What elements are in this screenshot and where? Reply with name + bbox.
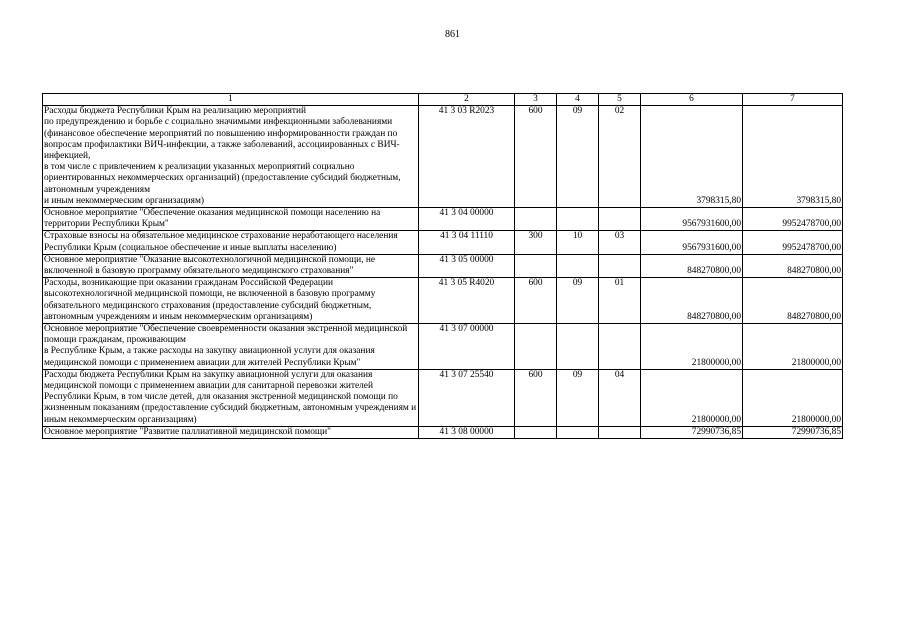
row-pr-cell: 01 <box>599 278 641 324</box>
row-name-cell: Расходы бюджета Республики Крым на закупку авиационной услуги для оказания медицинской помощи с применением авиации для санитарной перевозки жителей Республики Крым, в том числе детей, для оказания экстренной медицинской помощи по жизненным показаниям (предоставление субсидий бюджетным, автономным учреждениям и иным некоммерческим организациям) <box>43 369 419 426</box>
row-vr-cell <box>515 426 557 438</box>
row-vr-cell <box>515 254 557 277</box>
row-pr-cell <box>599 324 641 370</box>
row-amount-cell: 848270800,00 <box>743 254 843 277</box>
page-number: 861 <box>445 29 460 40</box>
row-amount-cell: 21800000,00 <box>641 369 743 426</box>
row-code-cell: 41 3 05 R4020 <box>419 278 515 324</box>
header-cell-3: 3 <box>515 94 557 106</box>
header-row <box>43 94 843 106</box>
row-pr-cell: 04 <box>599 369 641 426</box>
table-row <box>43 231 843 254</box>
row-rz-cell: 09 <box>557 369 599 426</box>
row-amount-cell: 9567931600,00 <box>641 231 743 254</box>
row-vr-cell: 600 <box>515 106 557 208</box>
row-vr-cell: 300 <box>515 231 557 254</box>
row-amount-cell: 9952478700,00 <box>743 231 843 254</box>
header-cell-5: 5 <box>599 94 641 106</box>
row-amount-cell: 9952478700,00 <box>743 208 843 231</box>
table-row <box>43 208 843 231</box>
row-rz-cell: 09 <box>557 106 599 208</box>
row-pr-cell <box>599 426 641 438</box>
row-name-cell: Основное мероприятие "Развитие паллиативной медицинской помощи" <box>43 426 419 438</box>
row-rz-cell <box>557 254 599 277</box>
table-row <box>43 278 843 324</box>
row-amount-cell: 3798315,80 <box>641 106 743 208</box>
row-pr-cell <box>599 254 641 277</box>
row-amount-cell: 3798315,80 <box>743 106 843 208</box>
row-amount-cell: 21800000,00 <box>743 369 843 426</box>
row-name-cell: Основное мероприятие "Обеспечение своевременности оказания экстренной медицинской помощи гражданам, проживающим в Республике Крым, а также расходы на закупку авиационной услуги для оказания медицинской помощи с применением авиации для жителей Республики Крым" <box>43 324 419 370</box>
row-rz-cell <box>557 208 599 231</box>
table-row <box>43 254 843 277</box>
row-amount-cell: 72990736,85 <box>743 426 843 438</box>
table-body <box>43 94 843 439</box>
row-rz-cell <box>557 426 599 438</box>
header-cell-1: 1 <box>43 94 419 106</box>
row-amount-cell: 848270800,00 <box>641 254 743 277</box>
row-code-cell: 41 3 04 11110 <box>419 231 515 254</box>
header-cell-6: 6 <box>641 94 743 106</box>
row-name-cell: Расходы, возникающие при оказании гражданам Российской Федерации высокотехнологичной медицинской помощи, не включенной в базовую программу обязательного медицинского страхования (предоставление субсидий бюджетным, автономным учреждениям и иным некоммерческим организациям) <box>43 278 419 324</box>
table-row <box>43 106 843 208</box>
row-vr-cell <box>515 324 557 370</box>
header-cell-7: 7 <box>743 94 843 106</box>
row-amount-cell: 21800000,00 <box>641 324 743 370</box>
row-name-cell: Основное мероприятие "Обеспечение оказания медицинской помощи населению на территории Республики Крым" <box>43 208 419 231</box>
row-rz-cell: 10 <box>557 231 599 254</box>
row-amount-cell: 21800000,00 <box>743 324 843 370</box>
row-name-cell: Страховые взносы на обязательное медицинское страхование неработающего населения Республики Крым (социальное обеспечение и иные выплаты населению) <box>43 231 419 254</box>
row-vr-cell <box>515 208 557 231</box>
table-row <box>43 426 843 438</box>
row-code-cell: 41 3 03 R2023 <box>419 106 515 208</box>
row-pr-cell: 02 <box>599 106 641 208</box>
table-row <box>43 369 843 426</box>
row-pr-cell <box>599 208 641 231</box>
row-vr-cell: 600 <box>515 278 557 324</box>
row-code-cell: 41 3 05 00000 <box>419 254 515 277</box>
row-vr-cell: 600 <box>515 369 557 426</box>
header-cell-2: 2 <box>419 94 515 106</box>
row-amount-cell: 9567931600,00 <box>641 208 743 231</box>
budget-table <box>42 93 843 439</box>
row-code-cell: 41 3 07 25540 <box>419 369 515 426</box>
row-name-cell: Основное мероприятие "Оказание высокотехнологичной медицинской помощи, не включенной в базовую программу обязательного медицинского страхования" <box>43 254 419 277</box>
row-code-cell: 41 3 08 00000 <box>419 426 515 438</box>
row-name-cell: Расходы бюджета Республики Крым на реализацию мероприятий по предупреждению и борьбе с социально значимыми инфекционными заболеваниями (финансовое обеспечение мероприятий по повышению информированности граждан по вопросам профилактики ВИЧ-инфекции, а также заболеваний, ассоциированных с ВИЧ-инфекцией, в том числе с привлечением к реализации указанных мероприятий социально ориентированных некоммерческих организаций) (предоставление субсидий бюджетным, автономным учреждениям и иным некоммерческим организациям) <box>43 106 419 208</box>
header-cell-4: 4 <box>557 94 599 106</box>
row-code-cell: 41 3 04 00000 <box>419 208 515 231</box>
row-amount-cell: 848270800,00 <box>641 278 743 324</box>
table-row <box>43 324 843 370</box>
row-pr-cell: 03 <box>599 231 641 254</box>
row-amount-cell: 72990736,85 <box>641 426 743 438</box>
row-amount-cell: 848270800,00 <box>743 278 843 324</box>
row-code-cell: 41 3 07 00000 <box>419 324 515 370</box>
row-rz-cell <box>557 324 599 370</box>
row-rz-cell: 09 <box>557 278 599 324</box>
